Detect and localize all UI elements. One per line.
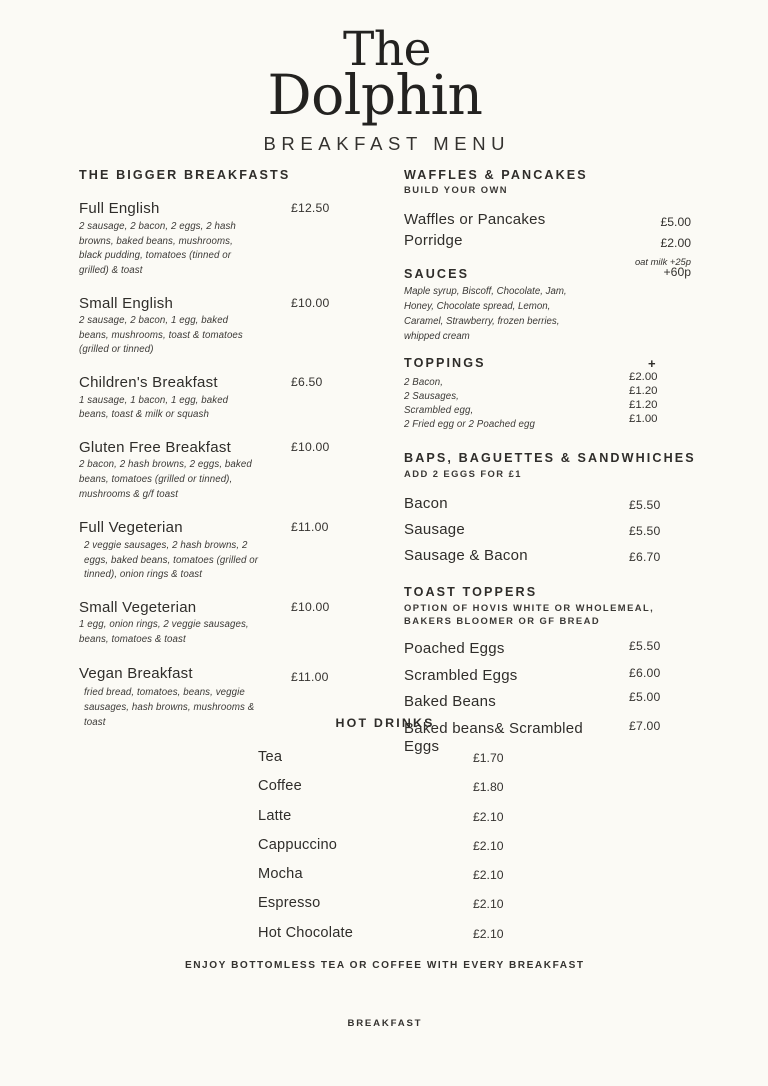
item-price: £12.50 [291, 201, 330, 216]
section-subtitle-add-eggs: ADD 2 EGGS FOR £1 [404, 467, 522, 479]
left-menu-column [79, 168, 369, 730]
drink-price: £2.10 [473, 838, 504, 853]
item-price: £6.50 [291, 375, 323, 390]
section-hot-drinks [0, 716, 768, 953]
drink-name: Espresso [258, 895, 321, 912]
topping-row [404, 400, 704, 414]
item-price: £10.00 [291, 599, 330, 614]
section-waffles-pancakes [404, 168, 704, 267]
item-price: £5.00 [629, 689, 661, 704]
item-price: £6.00 [629, 665, 661, 680]
hot-drink-row [258, 777, 518, 806]
topping-row [404, 385, 704, 403]
brand-name-line-2: Dolphin [267, 63, 483, 128]
drink-name: Cappuccino [258, 836, 338, 853]
topping-name: 2 Bacon, [404, 377, 444, 389]
hot-drink-row [258, 836, 518, 865]
item-price: £5.50 [629, 497, 661, 512]
item-description: 2 sausage, 2 bacon, 2 eggs, 2 hash browns, baked beans, mushrooms, black pudding, tomatoes (tinned or grilled) & toast [79, 220, 236, 276]
hot-drink-row [258, 924, 518, 953]
item-price: £2.00 [660, 236, 691, 251]
section-title-baps: BAPS, BAGUETTES & SANDWHICHES [404, 451, 696, 466]
hot-drink-row [258, 748, 518, 777]
drink-price: £2.10 [473, 868, 504, 883]
drink-name: Latte [258, 807, 292, 824]
right-menu-column [404, 168, 704, 757]
item-price: £11.00 [291, 669, 329, 684]
topping-name: 2 Fried egg or 2 Poached egg [404, 418, 535, 430]
menu-item [79, 519, 369, 583]
section-bigger-breakfasts [79, 168, 369, 730]
porridge-oat-milk-note: oat milk +25p [634, 255, 691, 267]
item-price: £5.50 [629, 523, 661, 538]
bottomless-drinks-note: ENJOY BOTTOMLESS TEA OR COFFEE WITH EVERY BREAKFAST [184, 960, 585, 971]
drink-name: Hot Chocolate [258, 924, 354, 941]
menu-masthead [0, 22, 768, 155]
brand-name-line-1: The [343, 22, 431, 77]
section-title-hot-drinks: HOT DRINKS [335, 716, 435, 730]
section-subtitle-bread-options: OPTION OF HOVIS WHITE OR WHOLEMEAL, BAKERS BLOOMER OR GF BREAD [404, 601, 655, 626]
item-price: £10.00 [291, 439, 330, 454]
topping-price: £1.00 [629, 412, 658, 425]
item-name: Small Vegeterian [79, 598, 197, 616]
menu-subtitle: BREAKFAST MENU [263, 133, 511, 155]
drink-price: £2.10 [473, 926, 504, 941]
item-price: £7.00 [629, 719, 661, 734]
item-name: Porridge [404, 232, 463, 250]
item-price: £5.50 [629, 639, 661, 654]
section-sauces [404, 267, 704, 344]
item-name: Children's Breakfast [79, 374, 218, 392]
sauces-price [619, 266, 691, 278]
menu-item [404, 640, 704, 658]
menu-item [404, 667, 704, 685]
footer-label: BREAKFAST [347, 1018, 423, 1029]
topping-name: 2 Sausages, [404, 391, 459, 403]
menu-item [79, 374, 369, 423]
drink-price: £2.10 [473, 809, 504, 824]
section-subtitle-build-your-own: BUILD YOUR OWN [404, 184, 508, 196]
hot-drinks-list [250, 748, 518, 953]
item-name: Full Vegeterian [79, 519, 183, 537]
item-name: Bacon [404, 494, 448, 512]
item-description: 1 sausage, 1 bacon, 1 egg, baked beans, toast & milk or squash [79, 394, 229, 421]
item-description: 2 sausage, 2 bacon, 1 egg, baked beans, mushrooms, toast & tomatoes (grilled or tinned) [79, 315, 243, 356]
drink-price: £1.80 [473, 780, 504, 795]
item-name: Waffles or Pancakes [404, 211, 546, 229]
topping-name: Scrambled egg, [404, 404, 474, 416]
drink-price: £2.10 [473, 897, 504, 912]
menu-item [404, 495, 704, 513]
item-name: Scrambled Eggs [404, 666, 518, 684]
sauces-list: Maple syrup, Biscoff, Chocolate, Jam, Honey, Chocolate spread, Lemon, Caramel, Strawberry, frozen berries, whipped cream [404, 285, 567, 342]
item-name: Poached Eggs [404, 640, 505, 658]
section-toppings [404, 356, 704, 428]
sauces-surcharge: +60p [663, 265, 691, 280]
drink-name: Coffee [258, 778, 302, 795]
section-baps-baguettes-sandwiches [404, 451, 704, 565]
item-name: Small English [79, 294, 174, 312]
hot-drink-row [258, 865, 518, 894]
topping-price: £1.20 [629, 385, 658, 398]
toppings-list [404, 371, 704, 430]
item-name: Vegan Breakfast [79, 664, 193, 682]
topping-row [404, 371, 704, 389]
menu-item [79, 200, 369, 278]
section-title-sauces: SAUCES [404, 267, 470, 282]
waffles-price-stack [619, 216, 691, 266]
menu-item [79, 295, 369, 359]
section-title-waffles-pancakes: WAFFLES & PANCAKES [404, 168, 588, 182]
drink-name: Mocha [258, 866, 303, 883]
topping-price: £1.20 [629, 398, 658, 411]
item-name: Gluten Free Breakfast [79, 438, 231, 456]
menu-item [404, 547, 704, 565]
topping-price: £2.00 [629, 371, 658, 384]
item-price: £5.00 [660, 215, 691, 230]
hot-drink-row [258, 807, 518, 836]
hot-drink-row [258, 894, 518, 923]
item-name: Sausage & Bacon [404, 547, 528, 565]
item-price: £10.00 [291, 295, 330, 310]
section-title-bigger-breakfasts: THE BIGGER BREAKFASTS [79, 168, 291, 182]
item-name: Full English [79, 200, 160, 218]
section-title-toast-toppers: TOAST TOPPERS [404, 585, 538, 600]
item-description: fried bread, tomatoes, beans, veggie sausages, hash browns, mushrooms & toast [84, 687, 255, 728]
item-name: Baked Beans [404, 692, 496, 710]
menu-item [79, 439, 369, 503]
section-title-toppings: TOPPINGS [404, 355, 486, 370]
toppings-plus-icon: + [648, 355, 656, 371]
drink-price: £1.70 [473, 751, 504, 765]
menu-item [404, 521, 704, 539]
item-description: 2 bacon, 2 hash browns, 2 eggs, baked beans, tomatoes (grilled or tinned), mushrooms & g/f toast [79, 459, 252, 500]
topping-row [404, 414, 704, 428]
item-price: £11.00 [291, 520, 329, 535]
item-name: Sausage [404, 520, 465, 538]
menu-item [79, 599, 369, 648]
drink-name: Tea [258, 749, 283, 765]
item-description: 2 veggie sausages, 2 hash browns, 2 eggs, baked beans, tomatoes (grilled or tinned), onion rings & toast [84, 539, 259, 581]
menu-item [404, 689, 704, 711]
item-price: £6.70 [629, 550, 661, 565]
item-description: 1 egg, onion rings, 2 veggie sausages, beans, tomatoes & toast [79, 619, 249, 645]
item-name: Baked beans& Scrambled Eggs [404, 720, 583, 756]
